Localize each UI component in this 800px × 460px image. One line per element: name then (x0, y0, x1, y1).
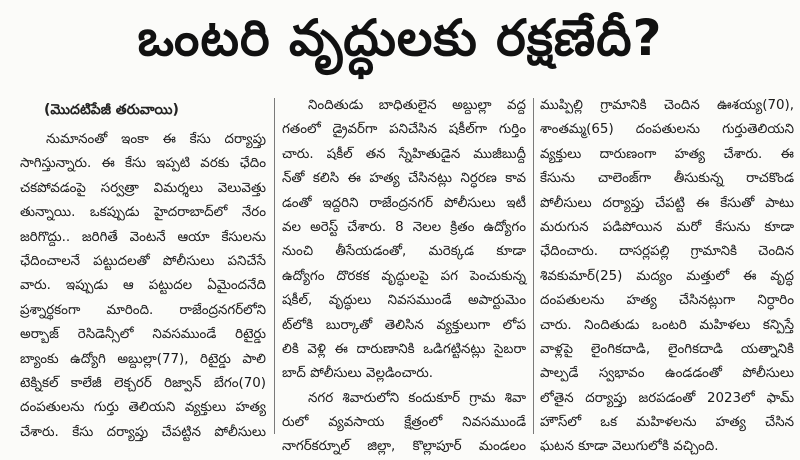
text-line: ఛేదించారు. దాసర్లపల్లి గ్రామానికి చెందిన (540, 244, 794, 260)
text-line: తున్నాయి. ఒకప్పుడు హైదరాబాద్‌లో నేరం (20, 205, 266, 221)
column-divider (274, 98, 275, 434)
text-line: న్‌తో కలిసి ఈ హత్య చేసినట్లు నిర్ధరణ కావ (282, 171, 526, 187)
text-line: నాగర్‌కర్నూల్ జిల్లా, కొల్లాపూర్ మండలం (282, 439, 526, 455)
text-line: దంపతులను గుర్తు తెలియని వ్యక్తులు హత్య (20, 400, 266, 416)
text-line: సాగిస్తున్నారు. ఈ కేసు ఇప్పటి వరకు ఛేదిం (20, 156, 266, 172)
text-line: నుంచి తీసేయడంతో, మరెక్కడ కూడా (282, 244, 526, 260)
text-line: గతంలో డ్రైవర్‌గా పనిచేసిన షకీల్‌గా గుర్తిం (282, 122, 526, 138)
text-line: ముప్పిల్లి గ్రామానికి చెందిన ఊశయ్య(70), (540, 98, 794, 113)
text-line: వ్యక్తులు దారుణంగా హత్య చేశారు. ఈ (540, 146, 794, 162)
article-body (20, 94, 794, 455)
text-line: నుమానంతో ఇంకా ఈ కేసు దర్యాప్తు (46, 132, 266, 147)
text-line: నగర శివారులోని కందుకూర్ గ్రామ శివా (308, 390, 526, 406)
text-line: ట్‌లోకి బుర్కాతో తెలిసిన వ్యక్తులుగా లోప (282, 317, 526, 333)
text-line: వాళ్లపై లైంగికదాడి, లైంగికదాడి యత్నానికి (540, 341, 794, 357)
text-line: అర్బాజ్ రెసిడెన్సీలో నివసముండే రిటైర్డు (20, 327, 266, 343)
text-line: వల అరెస్ట్ చేశారు. 8 నెలల క్రితం ఉద్యోగం (282, 219, 526, 235)
text-line: దంపతులను హత్య చేసినట్లుగా నిర్ధారిం (540, 293, 794, 309)
text-line: రులో వ్యవసాయ క్షేత్రంలో నివసముండే (282, 415, 526, 431)
text-line: వారు. ఇప్పుడు ఆ పట్టుదల ఏమైందనేది (20, 278, 266, 294)
column-divider (533, 98, 534, 434)
text-line: కేసును చాలెంజ్‌గా తీసుకున్న రాచకొండ (540, 171, 794, 187)
text-line: డంతో ఇద్దరిని రాజేంద్రనగర్ పోలీసులు ఇటీ (282, 195, 526, 211)
text-line: నిందితుడు బాధితులైన అబ్దుల్లా వద్ద (308, 98, 526, 113)
continuation-label: (మొదటిపేజీ తరువాయి) (44, 102, 179, 118)
headline: ఒంటరి వృద్ధులకు రక్షణేదీ? (137, 8, 663, 67)
text-line: ప్రశ్నార్థకంగా మారింది. రాజేంద్రనగర్‌లోని (20, 302, 266, 318)
text-line: జరిగొద్దు.. జరిగితే వెంటనే ఆయా కేసులను (20, 229, 266, 245)
text-line: ఉద్యోగం దొరకక వృద్ధులపై పగ పెంచుకున్న (282, 268, 526, 284)
text-line: పోలీసులు దర్యాప్తు చేపట్టి ఈ కేసుతో పాటు (540, 195, 794, 211)
text-line: హౌస్‌లో ఒక మహిళలను హత్య చేసిన (540, 415, 794, 431)
text-line: శాంతమ్మ(65) దంపతులను గుర్తుతెలియని (540, 122, 794, 138)
text-line: బ్యాంకు ఉద్యోగి అబ్దుల్లా(77), రిటైర్డు పాలి (20, 351, 266, 367)
column-3 (540, 94, 794, 455)
text-line: ఘటన కూడా వెలుగులోకి వచ్చింది. (540, 439, 719, 455)
text-line: లోతైన దర్యాప్తు జరపడంతో 2023లో ఫామ్ (540, 390, 794, 406)
column-1 (20, 94, 266, 440)
text-line: చారు. షకీల్ తన స్నేహితుడైన ముజీబుద్దీ (282, 146, 526, 162)
text-line: శివకుమార్(25) మద్యం మత్తులో ఈ వృద్ధ (540, 268, 794, 284)
text-line: టెక్నికల్ కాలేజీ లెక్చరర్ రిజ్వాన్ బేగం(70) (20, 375, 266, 391)
text-line: ఛేదించాలనే పట్టుదలతో పోలీసులు పనిచేసే (20, 253, 266, 269)
text-line: షకీల్, వృద్ధులు నివసముండే అపార్టుమెం (282, 293, 526, 309)
text-line: చారు. నిందితుడు ఒంటరి మహిళలు కన్పిస్తే (540, 317, 794, 333)
text-line: పాల్పడే స్వభావం ఉండడంతో పోలీసులు (540, 366, 794, 382)
text-line: చేశారు. కేసు దర్యాప్తు చేపట్టిన పోలీసులు (20, 424, 266, 440)
text-line: బాద్ పోలీసులు వెల్లడించారు. (282, 366, 434, 382)
text-line: మరుగున పడిపోయిన మరో కేసును కూడా (540, 219, 794, 235)
text-line: లికి వెళ్లి ఈ దారుణానికి ఒడిగట్టినట్లు సైబరా (282, 341, 526, 357)
text-line: చకపోవడంపై సర్వత్రా విమర్శలు వెలువెత్తు (20, 180, 266, 196)
column-2 (282, 94, 526, 455)
